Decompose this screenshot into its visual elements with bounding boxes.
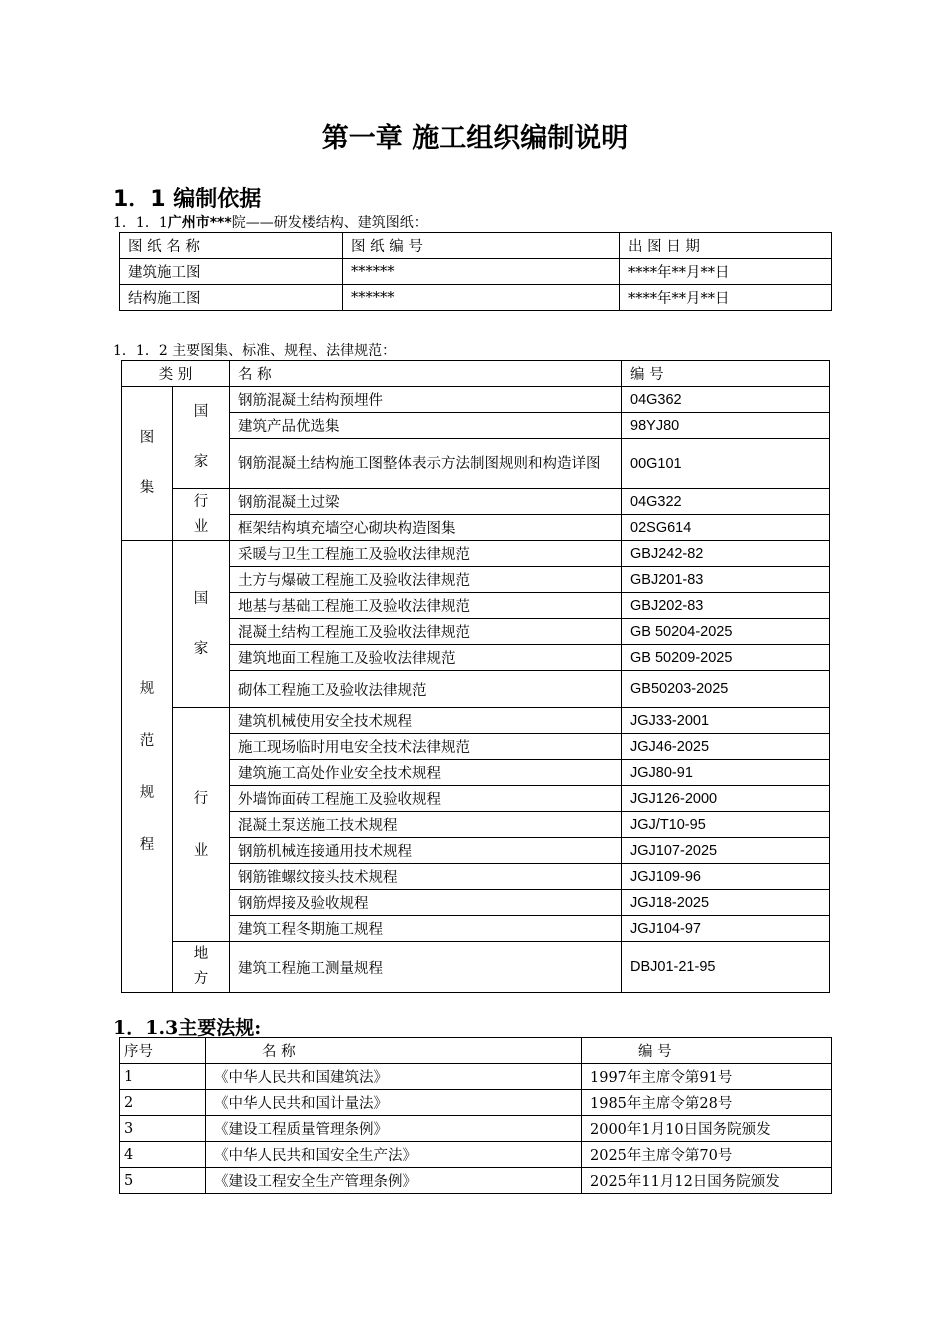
table-cell: 建筑施工图 bbox=[120, 259, 343, 285]
table-cell: GB 50204-2025 bbox=[622, 619, 830, 645]
subsection-3-heading: 1．1.3主要法规: bbox=[113, 1017, 262, 1039]
subsection-1-text: 院——研发楼结构、建筑图纸： bbox=[231, 215, 428, 231]
table-cell: 00G101 bbox=[622, 439, 830, 489]
table-cell: 钢筋混凝土过梁 bbox=[230, 489, 622, 515]
table-cell: ****年**月**日 bbox=[620, 285, 832, 311]
table-header: 名 称 bbox=[230, 361, 622, 387]
table-cell: JGJ80-91 bbox=[622, 760, 830, 786]
table-cell: 框架结构填充墙空心砌块构造图集 bbox=[230, 515, 622, 541]
table-cell: 结构施工图 bbox=[120, 285, 343, 311]
section-heading: 1．1 编制依据 bbox=[113, 187, 262, 212]
table-cell: GB 50209-2025 bbox=[622, 645, 830, 671]
table-header: 出 图 日 期 bbox=[620, 233, 832, 259]
subsection-1-bold: 广州市*** bbox=[167, 215, 232, 231]
table-cell: 钢筋机械连接通用技术规程 bbox=[230, 838, 622, 864]
table-cell: 1 bbox=[120, 1064, 206, 1090]
table-cell: 2025年11月12日国务院颁发 bbox=[582, 1168, 832, 1194]
table-cell: 建筑工程施工测量规程 bbox=[230, 942, 622, 993]
table-header-row bbox=[120, 233, 832, 259]
table-row bbox=[120, 285, 832, 311]
subgroup-cell: 行 业 bbox=[173, 489, 230, 541]
table-cell: 建筑地面工程施工及验收法律规范 bbox=[230, 645, 622, 671]
table-cell: 1997年主席令第91号 bbox=[582, 1064, 832, 1090]
table-cell: 采暖与卫生工程施工及验收法律规范 bbox=[230, 541, 622, 567]
table-cell: 地基与基础工程施工及验收法律规范 bbox=[230, 593, 622, 619]
subgroup-cell: 国 家 bbox=[173, 387, 230, 489]
table-cell: JGJ18-2025 bbox=[622, 890, 830, 916]
table-row bbox=[122, 942, 830, 993]
table-cell: 钢筋焊接及验收规程 bbox=[230, 890, 622, 916]
table-cell: 4 bbox=[120, 1142, 206, 1168]
table-row bbox=[122, 708, 830, 734]
table-cell: JGJ33-2001 bbox=[622, 708, 830, 734]
table-cell: GBJ201-83 bbox=[622, 567, 830, 593]
subgroup-cell: 国 家 bbox=[173, 541, 230, 708]
table-cell: 建筑工程冬期施工规程 bbox=[230, 916, 622, 942]
page-title: 第一章 施工组织编制说明 bbox=[321, 123, 629, 154]
table-row bbox=[120, 259, 832, 285]
table-cell: 《中华人民共和国安全生产法》 bbox=[206, 1142, 582, 1168]
table-header: 图 纸 编 号 bbox=[343, 233, 620, 259]
table-cell: JGJ109-96 bbox=[622, 864, 830, 890]
table-cell: 98YJ80 bbox=[622, 413, 830, 439]
table-cell: 《建设工程安全生产管理条例》 bbox=[206, 1168, 582, 1194]
table-cell: 1985年主席令第28号 bbox=[582, 1090, 832, 1116]
table-cell: 钢筋锥螺纹接头技术规程 bbox=[230, 864, 622, 890]
table-header: 编 号 bbox=[622, 361, 830, 387]
table-cell: 建筑施工高处作业安全技术规程 bbox=[230, 760, 622, 786]
table-cell: GBJ202-83 bbox=[622, 593, 830, 619]
table-cell: 《中华人民共和国建筑法》 bbox=[206, 1064, 582, 1090]
table-row bbox=[122, 387, 830, 413]
table-cell: 《建设工程质量管理条例》 bbox=[206, 1116, 582, 1142]
table-header: 编 号 bbox=[582, 1038, 832, 1064]
table-cell: 外墙饰面砖工程施工及验收规程 bbox=[230, 786, 622, 812]
drawings-table bbox=[119, 232, 832, 311]
subsection-1-heading bbox=[113, 212, 428, 232]
table-cell: 砌体工程施工及验收法律规范 bbox=[230, 671, 622, 708]
subsection-1-number: 1．1．1 bbox=[113, 215, 168, 231]
table-row bbox=[120, 1116, 832, 1142]
table-cell: 混凝土结构工程施工及验收法律规范 bbox=[230, 619, 622, 645]
table-cell: JGJ46-2025 bbox=[622, 734, 830, 760]
table-row bbox=[122, 489, 830, 515]
table-cell: JGJ107-2025 bbox=[622, 838, 830, 864]
table-cell: 04G362 bbox=[622, 387, 830, 413]
table-header: 类 别 bbox=[122, 361, 230, 387]
table-header-row bbox=[122, 361, 830, 387]
table-header-row bbox=[120, 1038, 832, 1064]
table-cell: ****** bbox=[343, 259, 620, 285]
group-cell-guifan: 规 范 规 程 bbox=[122, 541, 173, 993]
table-cell: 2000年1月10日国务院颁发 bbox=[582, 1116, 832, 1142]
table-cell: GB50203-2025 bbox=[622, 671, 830, 708]
subgroup-cell: 地 方 bbox=[173, 942, 230, 993]
standards-table bbox=[121, 360, 830, 993]
laws-table bbox=[119, 1037, 832, 1194]
group-cell-tuji: 图 集 bbox=[122, 387, 173, 541]
table-cell: 建筑机械使用安全技术规程 bbox=[230, 708, 622, 734]
table-header: 名 称 bbox=[206, 1038, 582, 1064]
table-cell: GBJ242-82 bbox=[622, 541, 830, 567]
table-cell: JGJ104-97 bbox=[622, 916, 830, 942]
subgroup-cell: 行 业 bbox=[173, 708, 230, 942]
table-cell: ****** bbox=[343, 285, 620, 311]
table-header: 序号 bbox=[120, 1038, 206, 1064]
table-cell: ****年**月**日 bbox=[620, 259, 832, 285]
table-cell: JGJ/T10-95 bbox=[622, 812, 830, 838]
table-cell: DBJ01-21-95 bbox=[622, 942, 830, 993]
table-cell: 2025年主席令第70号 bbox=[582, 1142, 832, 1168]
table-cell: 3 bbox=[120, 1116, 206, 1142]
table-cell: 钢筋混凝土结构施工图整体表示方法制图规则和构造详图 bbox=[230, 439, 622, 489]
table-row bbox=[120, 1090, 832, 1116]
table-row bbox=[122, 541, 830, 567]
table-cell: 04G322 bbox=[622, 489, 830, 515]
table-header: 图 纸 名 称 bbox=[120, 233, 343, 259]
subsection-2-heading: 1．1．2 主要图集、标准、规程、法律规范： bbox=[113, 343, 397, 359]
table-cell: 施工现场临时用电安全技术法律规范 bbox=[230, 734, 622, 760]
table-row bbox=[120, 1142, 832, 1168]
table-cell: 5 bbox=[120, 1168, 206, 1194]
table-cell: 《中华人民共和国计量法》 bbox=[206, 1090, 582, 1116]
table-row bbox=[120, 1064, 832, 1090]
table-cell: 土方与爆破工程施工及验收法律规范 bbox=[230, 567, 622, 593]
table-cell: 钢筋混凝土结构预埋件 bbox=[230, 387, 622, 413]
table-row bbox=[120, 1168, 832, 1194]
table-cell: 2 bbox=[120, 1090, 206, 1116]
table-cell: 混凝土泵送施工技术规程 bbox=[230, 812, 622, 838]
table-cell: 建筑产品优选集 bbox=[230, 413, 622, 439]
table-cell: JGJ126-2000 bbox=[622, 786, 830, 812]
table-cell: 02SG614 bbox=[622, 515, 830, 541]
